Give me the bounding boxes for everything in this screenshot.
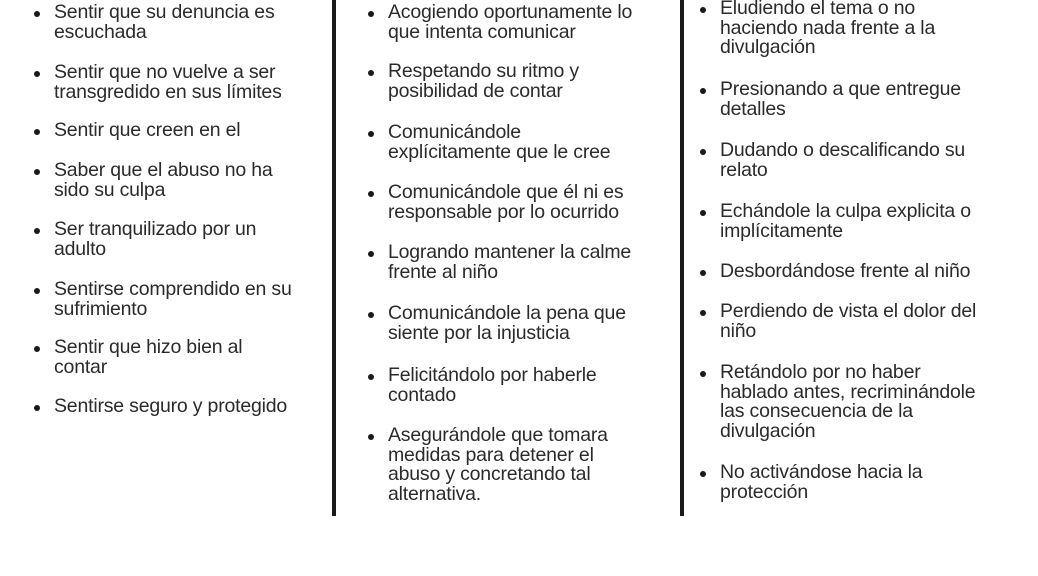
list-item <box>34 3 275 42</box>
item-text-line: Sentir que no vuelve a ser <box>54 61 276 83</box>
list-item <box>700 80 961 119</box>
item-text-line: relato <box>720 158 768 181</box>
bullet-icon <box>34 169 40 175</box>
item-text-line: Respetando su ritmo y <box>388 60 579 82</box>
list-item <box>700 363 975 441</box>
item-text-line: Dudando o descalificando su <box>720 139 966 161</box>
bullet-icon <box>368 374 374 380</box>
item-text-line: frente al niño <box>388 260 498 283</box>
item-text-line: Echándole la culpa explicita o <box>720 200 971 222</box>
bullet-icon <box>34 346 40 352</box>
bullet-icon <box>34 11 40 17</box>
item-text-line: haciendo nada frente a la <box>720 16 936 39</box>
list-item <box>368 243 631 282</box>
list-item <box>700 0 935 58</box>
list-item <box>34 280 292 319</box>
list-item <box>700 463 922 502</box>
item-text-line: implícitamente <box>720 219 843 242</box>
bullet-icon <box>368 131 374 137</box>
item-text-line: Ser tranquilizado por un <box>54 218 257 240</box>
list-item <box>34 338 242 377</box>
list-item <box>34 220 256 259</box>
item-text-line: posibilidad de contar <box>388 79 563 102</box>
list-item <box>34 63 282 102</box>
column-divider-right <box>680 0 684 516</box>
item-text-line: responsable por lo ocurrido <box>388 200 619 223</box>
item-text-line: Sentirse seguro y protegido <box>54 395 288 417</box>
bullet-icon <box>700 7 706 13</box>
bullet-icon <box>34 228 40 234</box>
bullet-icon <box>368 191 374 197</box>
bullet-icon <box>700 149 706 155</box>
item-text-line: Saber que el abuso no ha <box>54 159 273 181</box>
bullet-icon <box>700 471 706 477</box>
item-text-line: Retándolo por no haber <box>720 361 921 383</box>
item-text-line: adulto <box>54 237 106 260</box>
column-divider-left <box>332 0 336 516</box>
item-text-line: protección <box>720 480 808 503</box>
item-text-line: que intenta comunicar <box>388 20 576 43</box>
list-item <box>368 62 579 101</box>
bullet-icon <box>34 288 40 294</box>
item-text-line: Comunicándole <box>388 121 521 143</box>
list-item <box>700 202 971 241</box>
item-text-line: medidas para detener el <box>388 443 594 466</box>
item-text-line: Comunicándole que él ni es <box>388 181 624 203</box>
item-text-line: las consecuencia de la <box>720 400 913 422</box>
list-item <box>700 302 976 341</box>
item-text-line: Eludiendo el tema o no <box>720 0 916 19</box>
bullet-icon <box>700 210 706 216</box>
item-text-line: divulgación <box>720 36 816 58</box>
item-text-line: detalles <box>720 97 786 120</box>
bullet-icon <box>368 70 374 76</box>
list-item <box>368 304 626 343</box>
list-item <box>700 141 965 180</box>
list-item <box>34 397 287 417</box>
item-text-line: explícitamente que le cree <box>388 140 611 163</box>
item-text-line: escuchada <box>54 20 147 43</box>
item-text-line: niño <box>720 319 757 342</box>
item-text-line: siente por la injusticia <box>388 321 570 344</box>
item-text-line: Felicitándolo por haberle <box>388 364 597 386</box>
bullet-icon <box>368 251 374 257</box>
item-text-line: divulgación <box>720 419 816 442</box>
item-text-line: Perdiendo de vista el dolor del <box>720 300 977 322</box>
bullet-icon <box>700 310 706 316</box>
list-item <box>368 426 608 504</box>
bullet-icon <box>368 434 374 440</box>
item-text-line: transgredido en sus límites <box>54 80 282 103</box>
item-text-line: Logrando mantener la calme <box>388 241 632 263</box>
bullet-icon <box>368 11 374 17</box>
bullet-icon <box>700 88 706 94</box>
list-item <box>368 123 610 162</box>
list-item <box>34 121 240 141</box>
bullet-icon <box>700 270 706 276</box>
item-text-line: Presionando a que entregue <box>720 78 961 100</box>
item-text-line: contar <box>54 355 107 378</box>
item-text-line: abuso y concretando tal <box>388 463 591 485</box>
bullet-icon <box>368 312 374 318</box>
item-text-line: sido su culpa <box>54 178 166 201</box>
bullet-icon <box>34 71 40 77</box>
item-text-line: contado <box>388 383 456 406</box>
list-item <box>368 366 597 405</box>
bullet-icon <box>34 129 40 135</box>
item-text-line: No activándose hacia la <box>720 461 923 483</box>
item-text-line: Acogiendo oportunamente lo <box>388 1 633 23</box>
item-text-line: Comunicándole la pena que <box>388 302 626 324</box>
item-text-line: Sentir que creen en el <box>54 119 241 141</box>
bullet-icon <box>700 371 706 377</box>
list-item <box>34 161 273 200</box>
item-text-line: Sentir que su denuncia es <box>54 1 275 23</box>
item-text-line: Sentirse comprendido en su <box>54 278 292 300</box>
item-text-line: Sentir que hizo bien al <box>54 336 243 358</box>
list-item <box>700 262 970 282</box>
item-text-line: sufrimiento <box>54 297 148 320</box>
list-item <box>368 3 632 42</box>
bullet-icon <box>34 405 40 411</box>
list-item <box>368 183 623 222</box>
item-text-line: alternativa. <box>388 482 481 505</box>
item-text-line: Asegurándole que tomara <box>388 424 608 446</box>
item-text-line: hablado antes, recriminándole <box>720 380 976 403</box>
item-text-line: Desbordándose frente al niño <box>720 260 971 282</box>
